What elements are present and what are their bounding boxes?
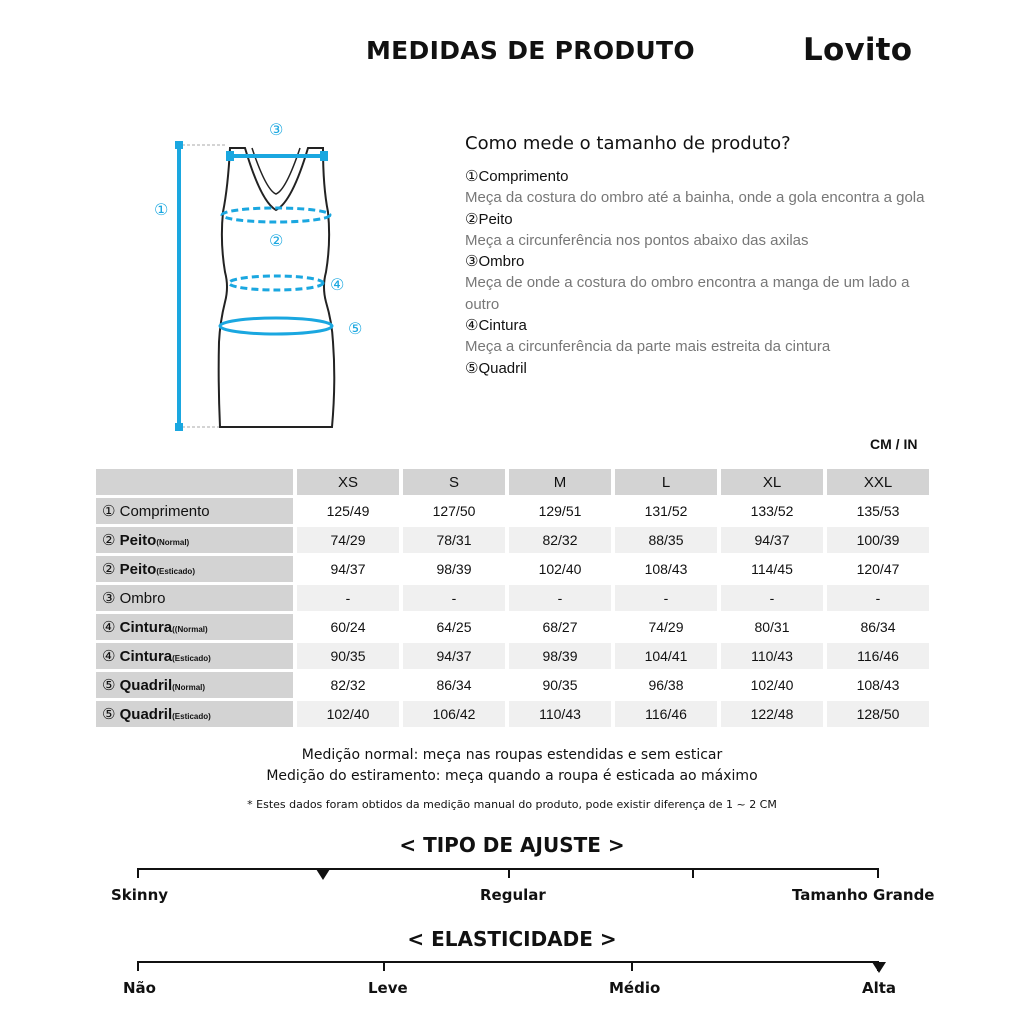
table-cell: 116/46	[615, 701, 717, 727]
elasticity-tick	[137, 961, 139, 971]
table-cell: 90/35	[297, 643, 399, 669]
row-label	[96, 643, 293, 669]
footnote: * Estes dados foram obtidos da medição manual do produto, pode existir diferença de 1 ~ 2 CM	[247, 798, 777, 811]
table-cell: 135/53	[827, 498, 929, 524]
table-row	[96, 701, 929, 727]
table-cell: 100/39	[827, 527, 929, 553]
table-row	[96, 643, 929, 669]
page-title: MEDIDAS DE PRODUTO	[366, 36, 695, 65]
row-label-number: ⑤	[102, 677, 116, 694]
size-header: L	[615, 469, 717, 495]
guide-item-desc: Meça de onde a costura do ombro encontra a manga de um lado a outro	[465, 274, 910, 313]
table-cell: 88/35	[615, 527, 717, 553]
row-label-name: Quadril	[119, 677, 173, 694]
elasticity-tick	[383, 961, 385, 971]
note-stretch: Medição do estiramento: meça quando a roupa é esticada ao máximo	[266, 768, 758, 784]
row-label-name: Peito	[119, 561, 157, 578]
table-corner-cell	[96, 469, 293, 495]
fit-tick	[877, 868, 879, 878]
row-label	[96, 585, 293, 611]
elasticity-selected-marker	[872, 962, 886, 973]
table-cell: 110/43	[509, 701, 611, 727]
table-cell: 68/27	[509, 614, 611, 640]
table-row	[96, 498, 929, 524]
row-label-name: Ombro	[119, 590, 166, 607]
table-cell: 131/52	[615, 498, 717, 524]
size-header: S	[403, 469, 505, 495]
guide-item-title: ③Ombro	[465, 253, 525, 270]
fit-label-large: Tamanho Grande	[792, 886, 935, 904]
table-cell: 78/31	[403, 527, 505, 553]
row-label-number: ③	[102, 590, 116, 607]
guide-item-title: ④Cintura	[465, 317, 527, 334]
table-cell: -	[615, 585, 717, 611]
size-header: XS	[297, 469, 399, 495]
size-table	[92, 466, 933, 730]
table-row	[96, 556, 929, 582]
table-cell: 94/37	[403, 643, 505, 669]
guide-item-title: ⑤Quadril	[465, 359, 527, 377]
table-cell: 64/25	[403, 614, 505, 640]
row-label-name: Quadril	[119, 706, 173, 723]
guide-item-title: ①Comprimento	[465, 168, 569, 185]
table-row	[96, 614, 929, 640]
label-waist: ④	[330, 275, 345, 294]
row-label	[96, 701, 293, 727]
table-cell: 133/52	[721, 498, 823, 524]
elasticity-scale-line	[137, 961, 879, 963]
note-normal: Medição normal: meça nas roupas estendidas e sem esticar	[301, 747, 723, 763]
fit-label-regular: Regular	[480, 886, 546, 904]
row-label-sub: (Esticado)	[172, 712, 211, 721]
row-label-number: ①	[102, 503, 116, 520]
table-cell: 102/40	[297, 701, 399, 727]
row-label-number: ⑤	[102, 706, 116, 723]
fit-tick	[692, 868, 694, 878]
fit-tick	[137, 868, 139, 878]
table-cell: 102/40	[509, 556, 611, 582]
elasticity-title: < ELASTICIDADE >	[407, 927, 617, 951]
table-cell: 74/29	[297, 527, 399, 553]
row-label-number: ②	[102, 532, 116, 549]
label-chest: ②	[269, 231, 284, 250]
table-cell: -	[509, 585, 611, 611]
table-cell: 120/47	[827, 556, 929, 582]
table-cell: 86/34	[827, 614, 929, 640]
guide-item-desc: Meça a circunferência da parte mais estreita da cintura	[465, 338, 831, 355]
table-cell: 82/32	[509, 527, 611, 553]
guide-item-desc: Meça a circunferência nos pontos abaixo das axilas	[465, 231, 809, 249]
table-cell: -	[297, 585, 399, 611]
fit-title: < TIPO DE AJUSTE >	[399, 833, 625, 857]
row-label-name: Peito	[119, 532, 157, 549]
measurement-notes	[0, 745, 1024, 787]
table-cell: -	[827, 585, 929, 611]
row-label-number: ④	[102, 648, 116, 665]
brand-logo: Lovito	[803, 32, 913, 68]
row-label-sub: (Normal)	[156, 538, 190, 547]
label-shoulder: ③	[269, 120, 284, 139]
table-cell: 122/48	[721, 701, 823, 727]
unit-label: CM / IN	[870, 436, 918, 452]
label-length: ①	[154, 200, 169, 219]
guide-item-title: ②Peito	[465, 210, 513, 228]
table-cell: 127/50	[403, 498, 505, 524]
row-label-name: Comprimento	[119, 503, 210, 520]
table-cell: 94/37	[297, 556, 399, 582]
table-header-row	[96, 469, 929, 495]
row-label-number: ②	[102, 561, 116, 578]
row-label	[96, 672, 293, 698]
table-cell: 90/35	[509, 672, 611, 698]
row-label-name: Cintura	[119, 619, 173, 636]
elasticity-label-medium: Médio	[609, 979, 661, 997]
dress-measurement-diagram	[130, 112, 370, 442]
row-label	[96, 527, 293, 553]
table-cell: 102/40	[721, 672, 823, 698]
guide-item-desc: Meça da costura do ombro até a bainha, onde a gola encontra a gola	[465, 189, 925, 206]
table-cell: 82/32	[297, 672, 399, 698]
table-cell: 80/31	[721, 614, 823, 640]
table-cell: 86/34	[403, 672, 505, 698]
table-cell: 129/51	[509, 498, 611, 524]
table-row	[96, 527, 929, 553]
elasticity-tick	[631, 961, 633, 971]
row-label-sub: (Esticado)	[172, 654, 211, 663]
guide-question: Como mede o tamanho de produto?	[465, 133, 791, 154]
fit-selected-marker	[316, 869, 330, 880]
row-label-sub: (Normal)	[172, 683, 206, 692]
size-header: XXL	[827, 469, 929, 495]
row-label	[96, 556, 293, 582]
table-cell: 96/38	[615, 672, 717, 698]
row-label-number: ④	[102, 619, 116, 636]
table-cell: 116/46	[827, 643, 929, 669]
table-cell: -	[403, 585, 505, 611]
measure-guide	[465, 133, 935, 379]
table-cell: 98/39	[509, 643, 611, 669]
row-label	[96, 498, 293, 524]
row-label-sub: (Esticado)	[156, 567, 195, 576]
size-header: M	[509, 469, 611, 495]
table-row	[96, 585, 929, 611]
elasticity-label-light: Leve	[368, 979, 408, 997]
table-cell: 98/39	[403, 556, 505, 582]
table-cell: 74/29	[615, 614, 717, 640]
table-cell: 125/49	[297, 498, 399, 524]
row-label-sub: ((Normal)	[172, 625, 208, 634]
elasticity-label-none: Não	[123, 979, 156, 997]
table-cell: -	[721, 585, 823, 611]
table-cell: 60/24	[297, 614, 399, 640]
elasticity-label-high: Alta	[862, 979, 897, 997]
table-cell: 94/37	[721, 527, 823, 553]
size-header: XL	[721, 469, 823, 495]
fit-tick	[508, 868, 510, 878]
table-cell: 104/41	[615, 643, 717, 669]
table-cell: 110/43	[721, 643, 823, 669]
label-hip: ⑤	[348, 319, 363, 338]
table-cell: 114/45	[721, 556, 823, 582]
table-cell: 106/42	[403, 701, 505, 727]
fit-label-skinny: Skinny	[111, 886, 169, 904]
table-row	[96, 672, 929, 698]
row-label	[96, 614, 293, 640]
row-label-name: Cintura	[119, 648, 173, 665]
table-cell: 108/43	[827, 672, 929, 698]
table-cell: 128/50	[827, 701, 929, 727]
table-cell: 108/43	[615, 556, 717, 582]
